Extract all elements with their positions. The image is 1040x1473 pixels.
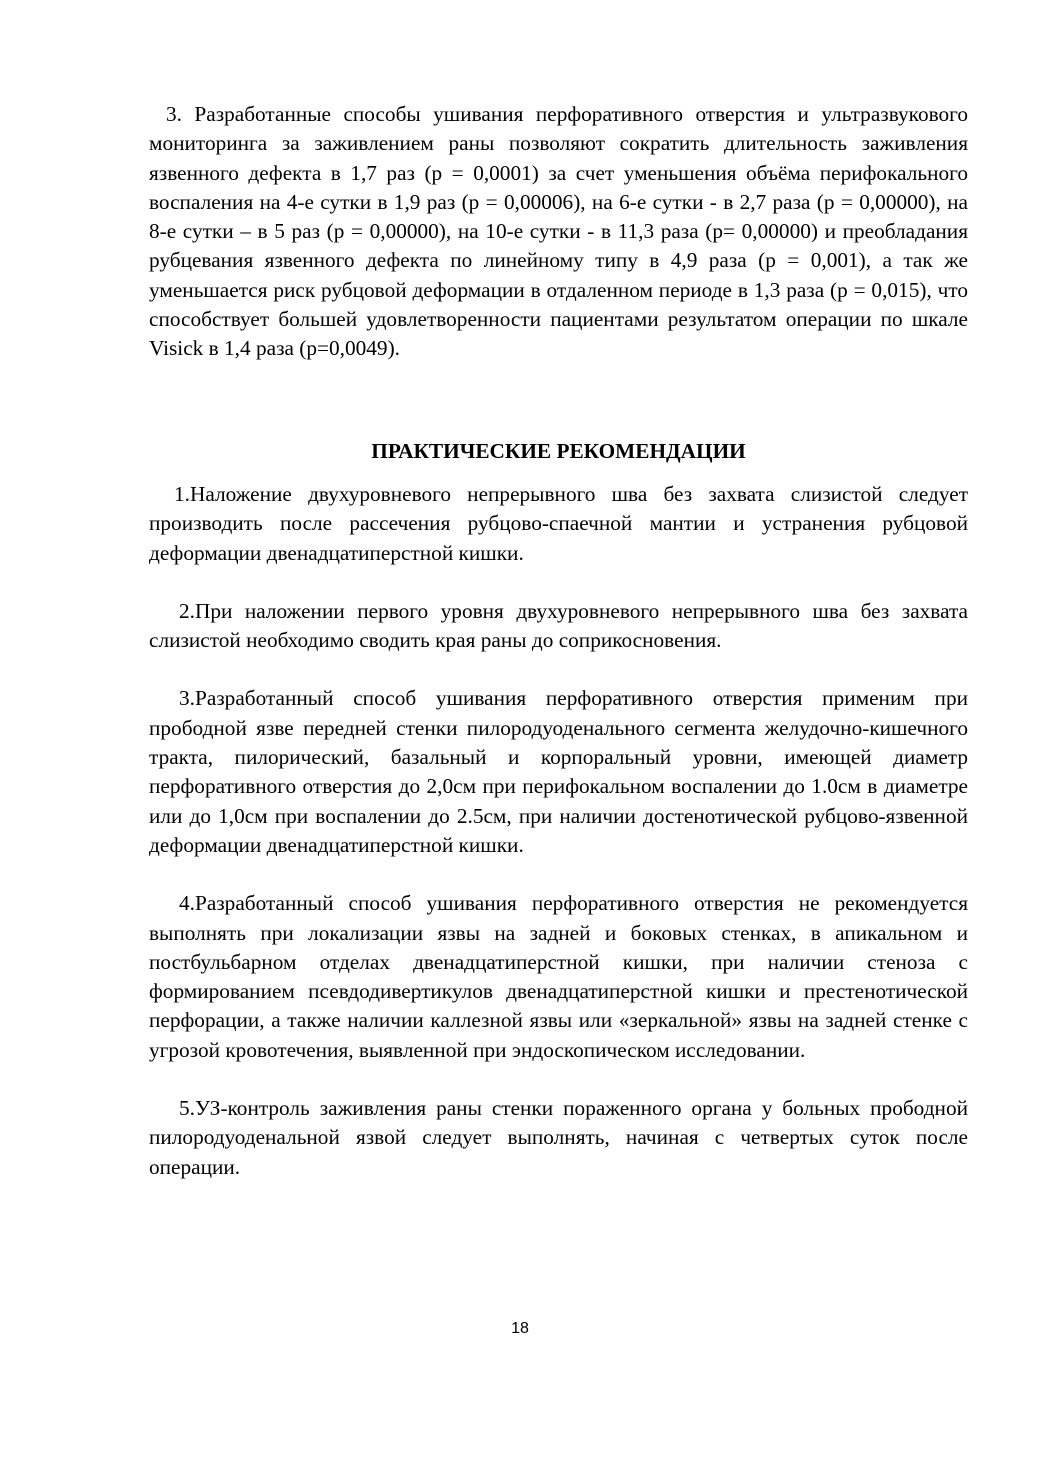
- recommendation-item-4: 4.Разработанный способ ушивания перфоративного отверстия не рекомендуется выполнять при локализации язвы на задней и боковых стенках, в апикальном и постбульбарном отделах двенадцатиперстной кишки, при наличии стеноза с формированием псевдодивертикулов двенадцатиперстной кишки и престенотической перфорации, а также наличии каллезной язвы или «зеркальной» язвы на задней стенке с угрозой кровотечения, выявленной при эндоскопическом исследовании.: [149, 891, 968, 1062]
- recommendation-item-1: 1.Наложение двухуровневого непрерывного шва без захвата слизистой следует производить после рассечения рубцово-спаечной мантии и устранения рубцовой деформации двенадцатиперстной кишки.: [149, 481, 968, 565]
- spacer: [149, 466, 968, 480]
- spacer: [149, 1065, 968, 1094]
- recommendation-item-3: 3.Разработанный способ ушивания перфоративного отверстия применим при прободной язве передней стенки пилородуоденального сегмента желудочно-кишечного тракта, пилорический, базальный и корпоральный уровни, имеющей диаметр перфоративного отверстия до 2,0см при перифокальном воспалении до 1.0см в диаметре или до 1,0см при воспалении до 2.5см, при наличии достенотической рубцово-язвенной деформации двенадцатиперстной кишки.: [149, 686, 968, 857]
- spacer: [149, 860, 968, 889]
- page-number: 18: [511, 1320, 529, 1337]
- recommendation-item-5: 5.УЗ-контроль заживления раны стенки пораженного органа у больных прободной пилородуоденальной язвой следует выполнять, начиная с четвертых суток после операции.: [149, 1096, 968, 1179]
- spacer: [149, 655, 968, 684]
- document-page: [149, 100, 968, 1182]
- conclusion-item-3: 3. Разработанные способы ушивания перфоративного отверстия и ультразвукового мониторинга за заживлением раны позволяют сократить длительность заживления язвенного дефекта в 1,7 раз (р = 0,0001) за счет уменьшения объёма перифокального воспаления на 4-е сутки в 1,9 раз (р = 0,00006), на 6-е сутки - в 2,7 раза (р = 0,00000), на 8-е сутки – в 5 раз (р = 0,00000), на 10-е сутки - в 11,3 раза (р= 0,00000) и преобладания рубцевания язвенного дефекта по линейному типу в 4,9 раза (р = 0,001), а так же уменьшается риск рубцовой деформации в отдаленном периоде в 1,3 раза (р = 0,015), что способствует большей удовлетворенности пациентами результатом операции по шкале Visick в 1,4 раза (р=0,0049).: [149, 102, 968, 361]
- section-title: ПРАКТИЧЕСКИЕ РЕКОМЕНДАЦИИ: [371, 438, 746, 463]
- spacer: [149, 364, 968, 437]
- recommendation-item-2: 2.При наложении первого уровня двухуровневого непрерывного шва без захвата слизистой необходимо сводить края раны до соприкосновения.: [149, 598, 968, 653]
- spacer: [149, 568, 968, 597]
